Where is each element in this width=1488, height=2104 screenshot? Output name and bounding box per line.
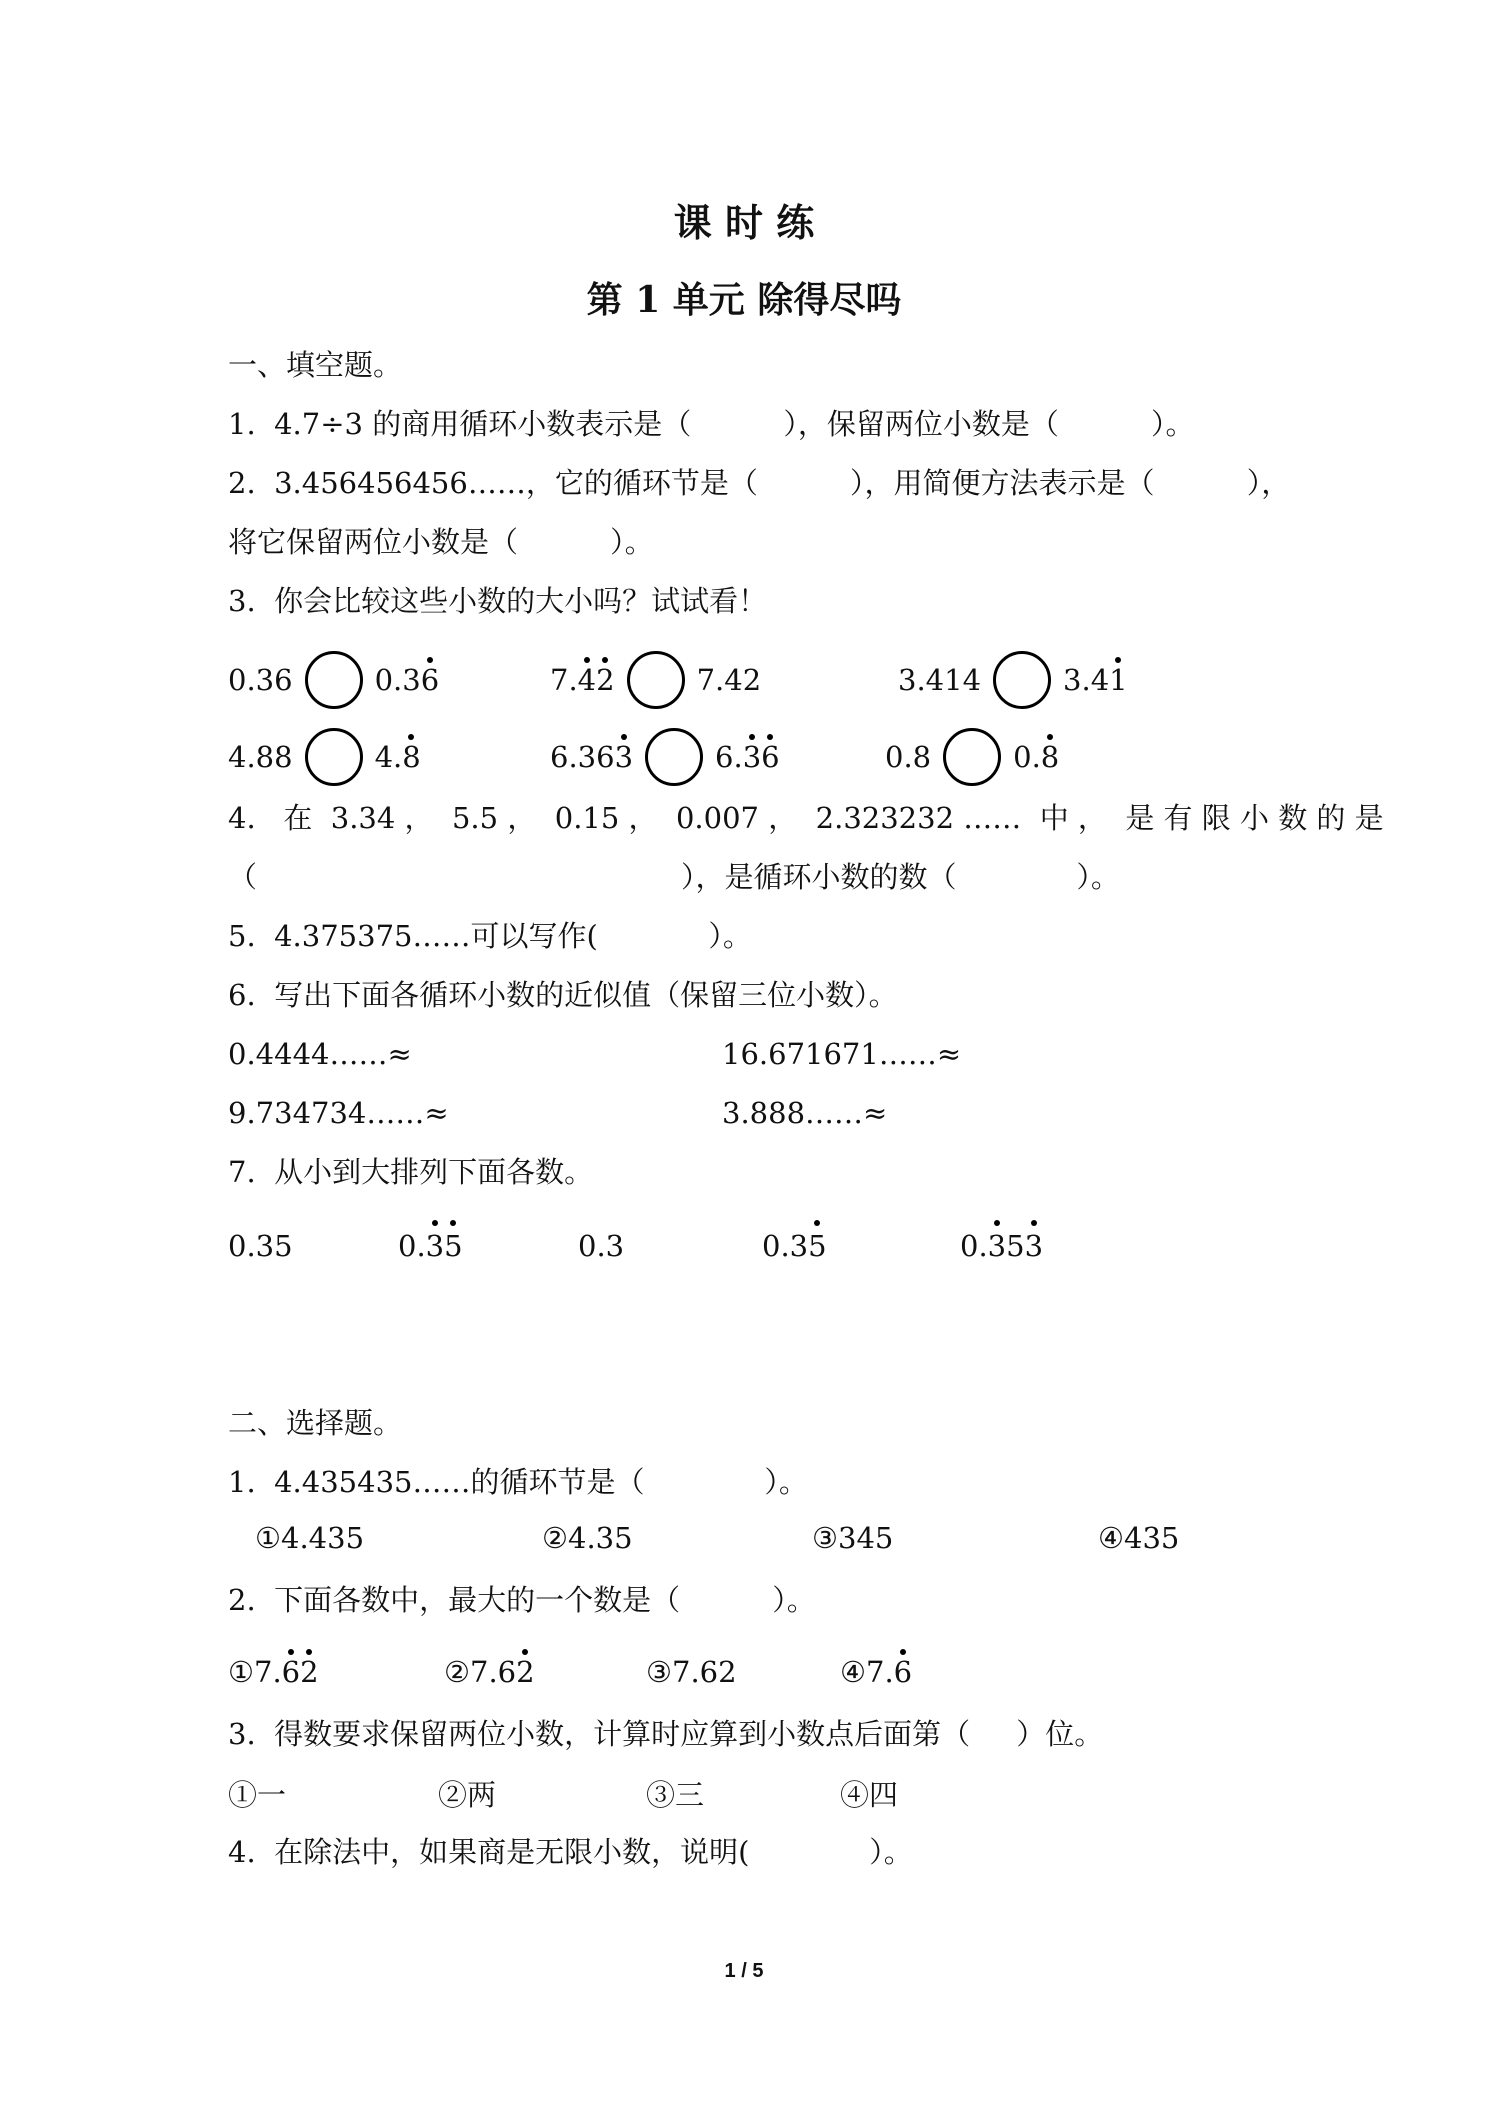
compare-right: 6.36 (715, 740, 780, 774)
choice-option[interactable]: ④435 (1098, 1521, 1180, 1555)
choice-q2: 2. 下面各数中，最大的一个数是（ ）。 (228, 1583, 816, 1617)
order-number: 0.35 (762, 1226, 827, 1266)
compare-right: 0.8 (1013, 740, 1060, 774)
compare-left: 3.414 (898, 663, 982, 697)
fill-q2-line1: 2. 3.456456456……，它的循环节是（ ），用简便方法表示是（ ）， (228, 466, 1291, 500)
page-number: 1 / 5 (724, 1960, 764, 1982)
page-title: 课 时 练 (673, 200, 815, 245)
compare-left: 4.88 (228, 740, 293, 774)
compare-item (228, 650, 439, 710)
compare-item (550, 650, 761, 710)
choice-option[interactable]: ③三 (646, 1778, 705, 1812)
compare-circle[interactable] (305, 728, 363, 786)
compare-circle[interactable] (305, 651, 363, 709)
fill-q1: 1. 4.7÷3 的商用循环小数表示是（ ），保留两位小数是（ ）。 (228, 407, 1195, 441)
section1-heading: 一、填空题。 (228, 348, 403, 382)
compare-left: 0.8 (885, 740, 932, 774)
choice-option[interactable]: ②两 (438, 1778, 497, 1812)
fill-q7: 7. 从小到大排列下面各数。 (228, 1155, 594, 1189)
compare-left: 0.36 (228, 663, 293, 697)
compare-right: 4.8 (374, 740, 421, 774)
fill-q2-line2: 将它保留两位小数是（ ）。 (228, 525, 654, 559)
choice-option[interactable]: ③7.62 (646, 1655, 737, 1689)
choice-option[interactable]: ④7.6 (840, 1655, 913, 1689)
compare-circle[interactable] (627, 651, 685, 709)
compare-row-1 (0, 650, 1488, 710)
fill-q3: 3. 你会比较这些小数的大小吗？试试看！ (228, 584, 768, 618)
compare-left: 6.363 (550, 740, 634, 774)
compare-circle[interactable] (943, 728, 1001, 786)
compare-item (550, 727, 780, 787)
fill-q6: 6. 写出下面各循环小数的近似值（保留三位小数）。 (228, 978, 898, 1012)
compare-right: 3.41 (1063, 663, 1128, 697)
order-number: 0.3 (578, 1229, 625, 1263)
choice-q1: 1. 4.435435……的循环节是（ ）。 (228, 1465, 808, 1499)
choice-option[interactable]: ③345 (812, 1521, 894, 1555)
compare-circle[interactable] (645, 728, 703, 786)
compare-left: 7.42 (550, 663, 615, 697)
approx-item: 0.4444……≈ (228, 1037, 412, 1071)
choice-option[interactable]: ①7.62 (228, 1655, 319, 1689)
order-number: 0.35 (228, 1229, 293, 1263)
fill-q4-line2: （ ），是循环小数的数（ ）。 (228, 860, 1120, 894)
compare-circle[interactable] (993, 651, 1051, 709)
choice-option[interactable]: ②4.35 (542, 1521, 633, 1555)
choice-option[interactable]: ②7.62 (444, 1655, 535, 1689)
fill-q4-line1: 4. 在 3.34 ， 5.5 ， 0.15 ， 0.007 ， 2.323232 …… 中 ， 是 有 限 小 数 的 是 (228, 801, 1384, 835)
approx-item: 3.888……≈ (722, 1096, 888, 1130)
compare-row-2 (0, 727, 1488, 787)
choice-q3: 3. 得数要求保留两位小数，计算时应算到小数点后面第（ ）位。 (228, 1717, 1104, 1751)
compare-right: 7.42 (696, 663, 762, 697)
approx-item: 16.671671……≈ (722, 1037, 962, 1071)
section2-heading: 二、选择题。 (228, 1406, 403, 1440)
compare-right: 0.36 (374, 663, 440, 697)
fill-q5: 5. 4.375375……可以写作( ）。 (228, 919, 752, 953)
unit-subtitle: 第 1 单元 除得尽吗 (586, 279, 902, 321)
choice-option[interactable]: ①4.435 (255, 1521, 365, 1555)
choice-q4: 4. 在除法中，如果商是无限小数，说明( ）。 (228, 1835, 913, 1869)
compare-item (898, 650, 1128, 710)
choice-option[interactable]: ④四 (840, 1778, 899, 1812)
order-number: 0.35 (398, 1226, 463, 1266)
compare-item (885, 727, 1059, 787)
order-number: 0.353 (960, 1226, 1043, 1266)
compare-item (228, 727, 421, 787)
choice-option[interactable]: ①一 (228, 1778, 287, 1812)
approx-item: 9.734734……≈ (228, 1096, 449, 1130)
